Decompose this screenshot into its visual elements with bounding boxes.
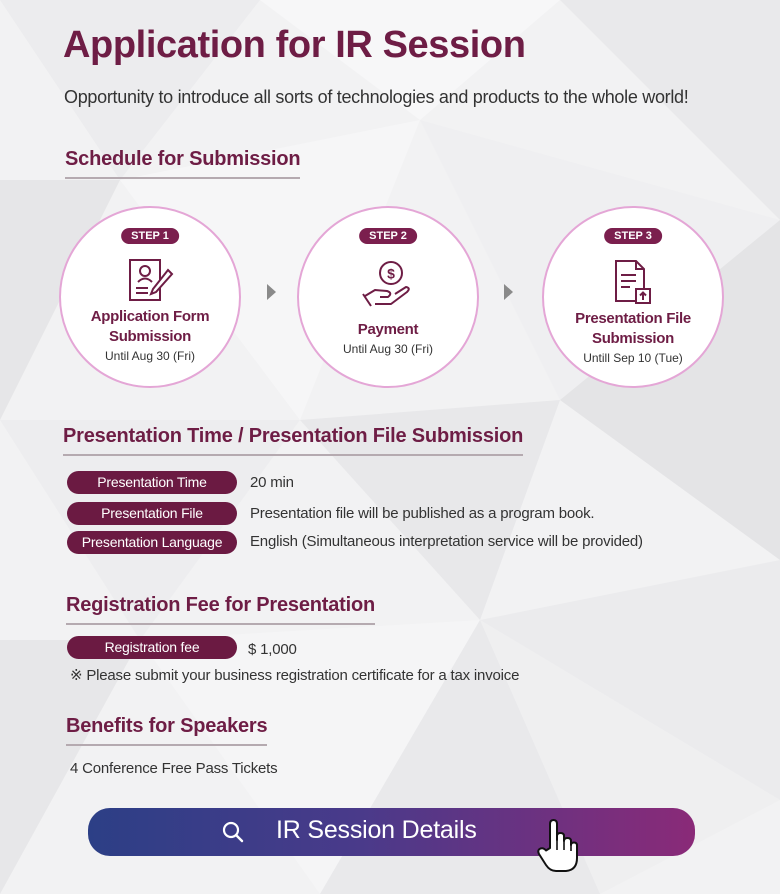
step-1-name-line1: Application Form — [90, 308, 210, 325]
svg-text:$: $ — [387, 265, 395, 282]
presentation-heading: Presentation Time / Presentation File Submission — [63, 425, 523, 456]
fee-heading: Registration Fee for Presentation — [66, 594, 375, 625]
step-3-card — [542, 206, 724, 388]
search-icon — [222, 821, 244, 843]
presentation-time-value: 20 min — [250, 474, 294, 491]
step-2-card — [297, 206, 479, 388]
payment-icon — [361, 260, 415, 310]
step-3-badge: STEP 3 — [604, 228, 662, 244]
step-3-date: Untill Sep 10 (Tue) — [583, 351, 683, 365]
presentation-file-label: Presentation File — [67, 502, 237, 525]
step-1-date: Until Aug 30 (Fri) — [104, 349, 196, 363]
file-upload-icon — [610, 259, 656, 305]
presentation-time-label: Presentation Time — [67, 471, 237, 494]
hand-pointer-icon — [536, 818, 580, 874]
step-2-badge: STEP 2 — [359, 228, 417, 244]
page-title: Application for IR Session — [63, 24, 526, 66]
step-2-date: Until Aug 30 (Fri) — [342, 342, 434, 356]
registration-fee-label: Registration fee — [67, 636, 237, 659]
ir-session-details-label: IR Session Details — [276, 816, 477, 844]
benefits-heading: Benefits for Speakers — [66, 715, 267, 746]
step-3-name-line1: Presentation File — [575, 310, 691, 327]
presentation-language-label: Presentation Language — [67, 531, 237, 554]
step-2-name: Payment — [357, 321, 419, 338]
ir-session-details-button[interactable] — [88, 808, 695, 856]
step-arrow-1 — [267, 284, 276, 300]
step-arrow-2 — [504, 284, 513, 300]
step-3-name-line2: Submission — [591, 330, 674, 347]
step-1-card — [59, 206, 241, 388]
benefits-text: 4 Conference Free Pass Tickets — [70, 760, 278, 777]
application-form-icon — [126, 258, 174, 304]
step-1-name-line2: Submission — [108, 328, 191, 345]
presentation-file-value: Presentation file will be published as a program book. — [250, 505, 595, 522]
tax-invoice-note: ※ Please submit your business registration certificate for a tax invoice — [70, 667, 520, 684]
schedule-heading: Schedule for Submission — [65, 148, 300, 179]
presentation-language-value: English (Simultaneous interpretation service will be provided) — [250, 533, 643, 550]
page-subtitle: Opportunity to introduce all sorts of technologies and products to the whole world! — [64, 87, 689, 107]
registration-fee-value: $ 1,000 — [248, 641, 297, 658]
step-1-badge: STEP 1 — [121, 228, 179, 244]
